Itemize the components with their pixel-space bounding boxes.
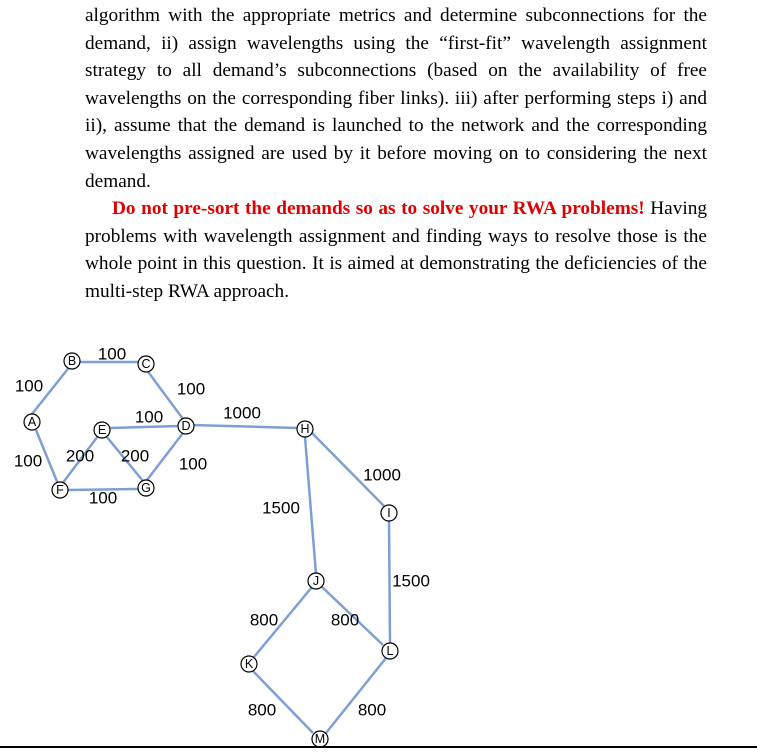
node-I	[381, 505, 397, 521]
weight-J-L: 800	[330, 610, 360, 630]
weight-H-J: 1500	[262, 498, 300, 518]
instruction-paragraph: algorithm with the appropriate metrics and determine subconnections for the demand, ii) assign wavelengths using the “first-fit” wavelength assignment strategy to all demand’s subconnections (based on the availability of free wavelengths on the corresponding fiber links). iii) after performing steps i) and ii), assume that the demand is launched to the network and the corresponding wavelengths assigned are used by it before moving on to considering the next demand.	[85, 5, 707, 192]
node-D	[178, 418, 194, 434]
svg-text:G: G	[141, 481, 151, 495]
weight-H-I: 1000	[363, 465, 401, 485]
node-A	[24, 414, 40, 430]
page-bottom-rule	[0, 746, 757, 748]
svg-text:E: E	[97, 423, 107, 437]
weight-K-M: 800	[247, 700, 277, 720]
weight-F-E: 200	[65, 446, 95, 466]
weight-A-B: 100	[14, 376, 44, 396]
link-weights	[14, 345, 430, 720]
svg-text:K: K	[244, 657, 254, 671]
weight-J-K: 800	[249, 610, 279, 630]
weight-D-H: 1000	[223, 403, 261, 423]
link-G-D	[147, 433, 183, 480]
weight-I-L: 1500	[392, 571, 430, 591]
weight-B-C: 100	[97, 344, 127, 364]
svg-text:A: A	[27, 415, 37, 429]
links	[32, 362, 390, 733]
weight-G-D: 100	[178, 454, 208, 474]
link-L-M	[326, 658, 386, 733]
svg-text:F: F	[56, 483, 64, 497]
node-E	[94, 422, 110, 438]
weight-L-M: 800	[357, 700, 387, 720]
weight-F-G: 100	[88, 488, 118, 508]
node-B	[64, 353, 80, 369]
warning-text: Do not pre-sort the demands so as to solve your RWA problems!	[112, 198, 645, 220]
weight-C-D: 100	[176, 379, 206, 399]
link-H-J	[305, 437, 316, 574]
svg-text:D: D	[181, 419, 191, 433]
svg-text:M: M	[314, 732, 326, 746]
link-I-L	[389, 520, 390, 643]
node-H	[297, 421, 313, 437]
link-D-H	[191, 425, 297, 428]
weight-A-F: 100	[13, 451, 43, 471]
node-K	[241, 656, 257, 672]
nodes	[24, 353, 398, 747]
svg-text:L: L	[386, 644, 394, 658]
node-J	[308, 573, 324, 589]
svg-text:I: I	[387, 506, 391, 520]
node-M	[312, 731, 328, 747]
node-G	[138, 480, 154, 496]
explanation-text: Having problems with wavelength assignment and finding ways to resolve those is the whole point in this question. It is aimed at demonstrating the deficiencies of the multi-step RWA approach.	[85, 198, 707, 302]
weight-E-G: 200	[120, 446, 150, 466]
svg-text:B: B	[67, 354, 77, 368]
node-F	[52, 482, 68, 498]
node-L	[382, 643, 398, 659]
svg-text:H: H	[300, 422, 310, 436]
svg-text:J: J	[312, 574, 320, 588]
weight-E-D: 100	[134, 407, 164, 427]
svg-text:C: C	[141, 357, 151, 371]
node-C	[138, 356, 154, 372]
